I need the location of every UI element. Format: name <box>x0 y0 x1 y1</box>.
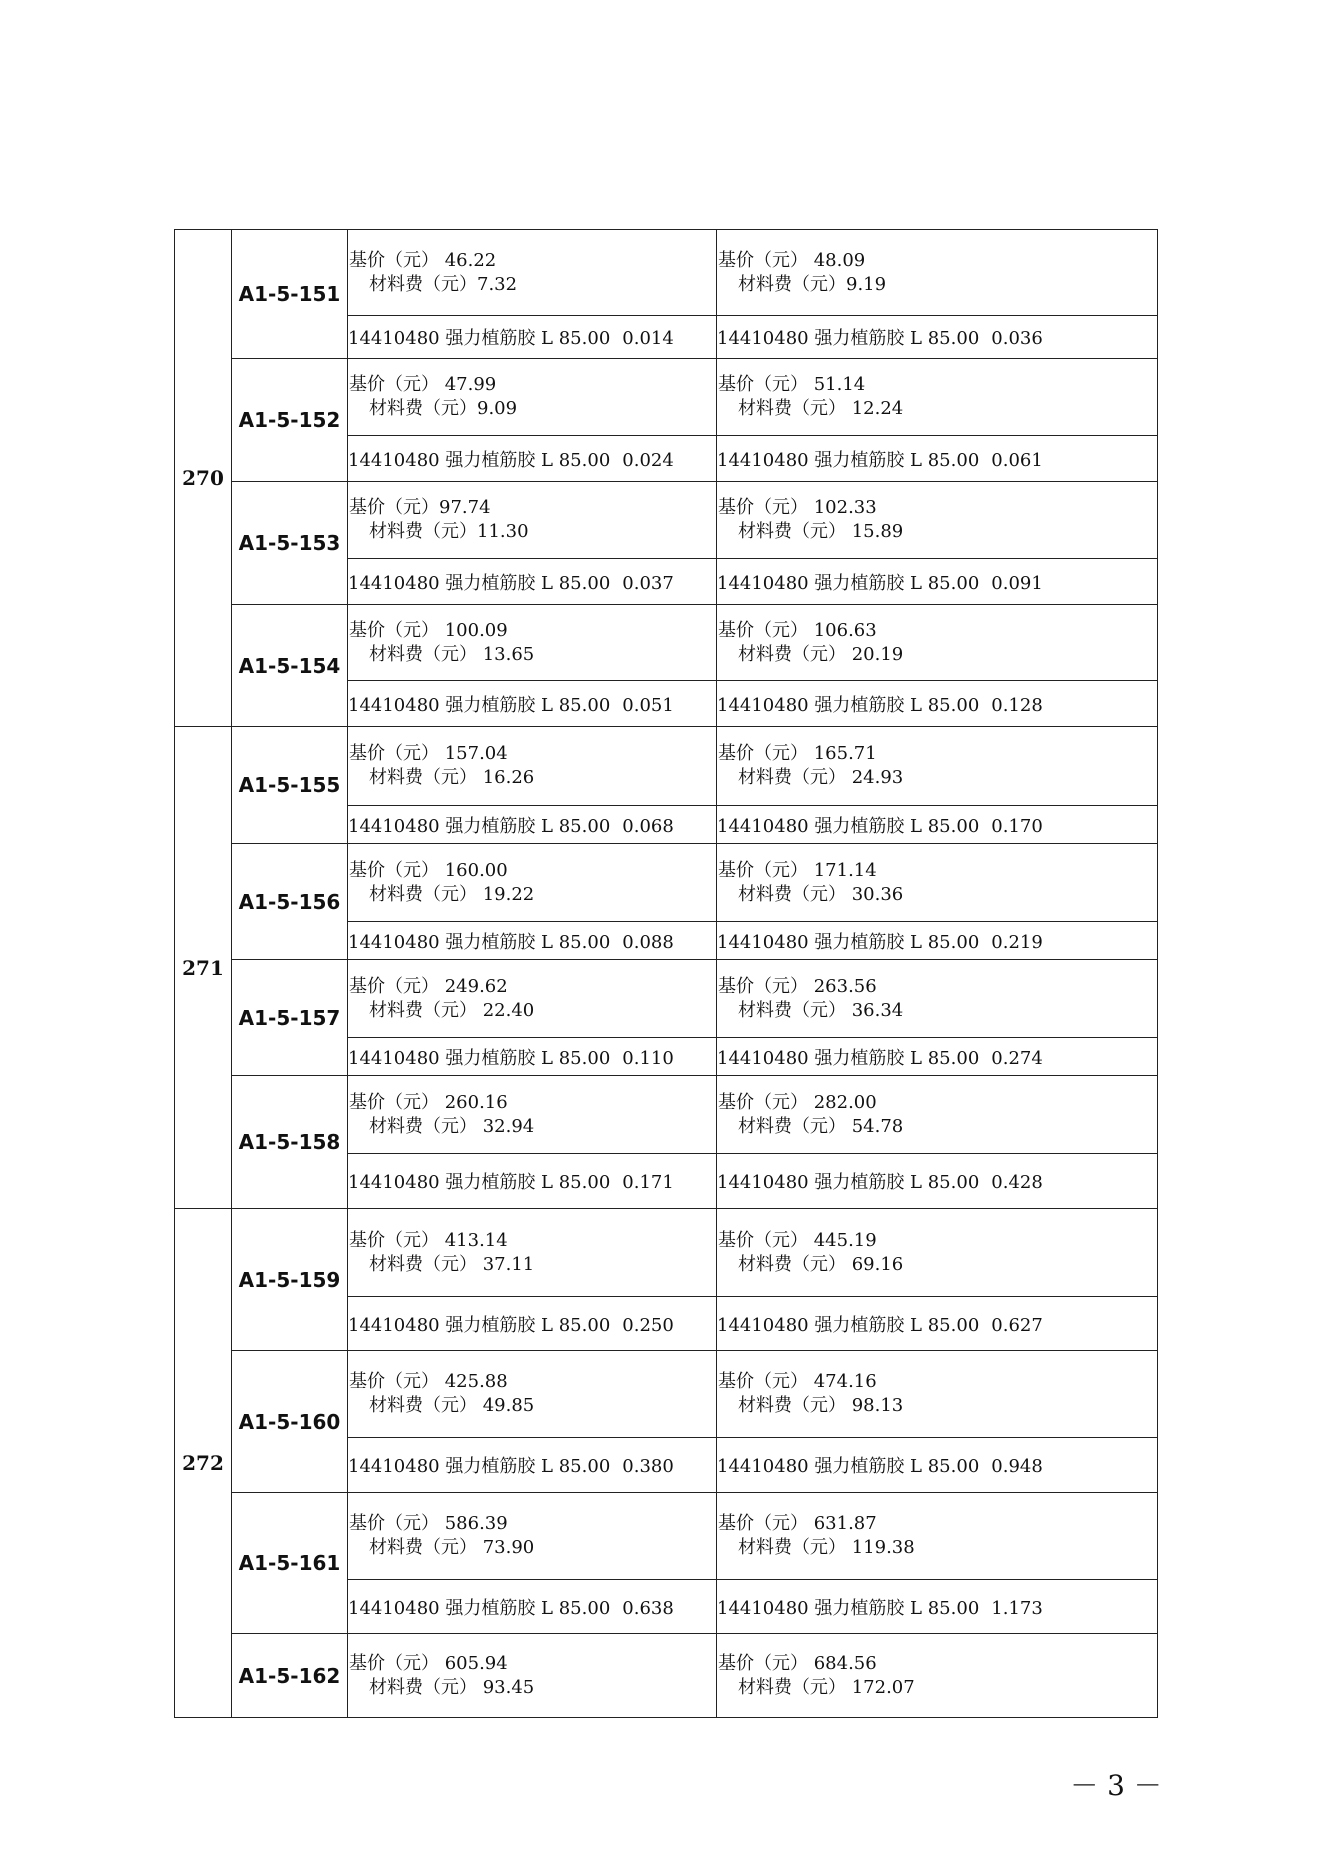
base-price: 基价（元） 445.19 <box>718 1229 877 1251</box>
material-spec: 14410480 强力植筋胶 L 85.00 <box>717 1456 980 1477</box>
right-material-cell <box>717 1438 1158 1493</box>
left-material-cell <box>348 806 717 844</box>
material-quantity: 0.948 <box>991 1456 1043 1477</box>
left-price-cell <box>348 482 717 559</box>
material-cost: 材料费（元）7.32 <box>369 273 518 295</box>
material-cost: 材料费（元） 119.38 <box>738 1537 915 1558</box>
base-price: 基价（元） 282.00 <box>718 1091 877 1113</box>
quota-code: A1-5-157 <box>232 960 348 1076</box>
material-spec: 14410480 强力植筋胶 L 85.00 <box>348 1047 611 1069</box>
right-price-cell <box>717 960 1158 1038</box>
quota-table <box>174 229 1158 1718</box>
material-cost: 材料费（元）9.09 <box>369 398 518 419</box>
right-material-cell <box>717 922 1158 960</box>
material-cost: 材料费（元） 98.13 <box>738 1395 904 1416</box>
material-cost: 材料费（元） 19.22 <box>369 883 535 905</box>
material-quantity: 1.173 <box>991 1597 1043 1619</box>
quota-code: A1-5-160 <box>232 1351 348 1493</box>
base-price: 基价（元） 51.14 <box>718 374 866 395</box>
base-price: 基价（元）97.74 <box>349 497 491 518</box>
right-material-cell <box>717 1038 1158 1076</box>
table-row <box>175 359 1158 436</box>
material-spec: 14410480 强力植筋胶 L 85.00 <box>348 815 611 837</box>
left-material-cell <box>348 1580 717 1634</box>
base-price: 基价（元） 106.63 <box>718 619 877 641</box>
material-spec: 14410480 强力植筋胶 L 85.00 <box>717 328 980 349</box>
material-quantity: 0.627 <box>991 1314 1043 1336</box>
table-row <box>175 1493 1158 1580</box>
material-cost: 材料费（元） 36.34 <box>738 999 904 1021</box>
sequence-number: 272 <box>175 1209 232 1718</box>
quota-code: A1-5-161 <box>232 1493 348 1634</box>
material-cost: 材料费（元） 15.89 <box>738 521 904 542</box>
quota-code: A1-5-156 <box>232 844 348 960</box>
base-price: 基价（元） 586.39 <box>349 1513 508 1534</box>
material-spec: 14410480 强力植筋胶 L 85.00 <box>717 1597 980 1619</box>
material-spec: 14410480 强力植筋胶 L 85.00 <box>348 1456 611 1477</box>
base-price: 基价（元） 631.87 <box>718 1513 877 1534</box>
material-cost: 材料费（元） 16.26 <box>369 767 535 788</box>
left-price-cell <box>348 230 717 316</box>
quota-code: A1-5-153 <box>232 482 348 605</box>
page-number: － 3 － <box>1070 1769 1162 1802</box>
right-price-cell <box>717 1209 1158 1297</box>
material-cost: 材料费（元） 37.11 <box>369 1253 535 1275</box>
material-spec: 14410480 强力植筋胶 L 85.00 <box>717 1172 980 1193</box>
material-cost: 材料费（元）11.30 <box>369 521 529 542</box>
base-price: 基价（元） 605.94 <box>349 1652 508 1674</box>
material-quantity: 0.051 <box>622 694 674 716</box>
right-price-cell <box>717 1493 1158 1580</box>
material-spec: 14410480 强力植筋胶 L 85.00 <box>717 449 980 471</box>
base-price: 基价（元） 260.16 <box>349 1091 508 1113</box>
material-quantity: 0.428 <box>991 1172 1043 1193</box>
right-material-cell <box>717 1580 1158 1634</box>
base-price: 基价（元） 157.04 <box>349 743 508 764</box>
left-price-cell <box>348 1209 717 1297</box>
material-quantity: 0.037 <box>622 572 674 594</box>
right-material-cell <box>717 806 1158 844</box>
material-spec: 14410480 强力植筋胶 L 85.00 <box>717 1047 980 1069</box>
table-row <box>175 1351 1158 1438</box>
left-material-cell <box>348 1154 717 1209</box>
material-cost: 材料费（元） 22.40 <box>369 999 535 1021</box>
left-material-cell <box>348 1038 717 1076</box>
right-price-cell <box>717 482 1158 559</box>
right-price-cell <box>717 1634 1158 1718</box>
material-spec: 14410480 强力植筋胶 L 85.00 <box>717 931 980 953</box>
right-price-cell <box>717 1076 1158 1154</box>
table-row <box>175 1209 1158 1297</box>
material-quantity: 0.036 <box>991 328 1043 349</box>
material-cost: 材料费（元） 54.78 <box>738 1115 904 1137</box>
left-material-cell <box>348 559 717 605</box>
left-price-cell <box>348 727 717 806</box>
base-price: 基价（元） 425.88 <box>349 1371 508 1392</box>
right-price-cell <box>717 1351 1158 1438</box>
material-cost: 材料费（元） 93.45 <box>369 1676 535 1698</box>
base-price: 基价（元） 48.09 <box>718 249 866 271</box>
quota-code: A1-5-155 <box>232 727 348 844</box>
table-row <box>175 727 1158 806</box>
material-spec: 14410480 强力植筋胶 L 85.00 <box>348 449 611 471</box>
material-quantity: 0.170 <box>991 815 1043 837</box>
material-cost: 材料费（元） 73.90 <box>369 1537 535 1558</box>
base-price: 基价（元） 160.00 <box>349 859 508 881</box>
material-cost: 材料费（元） 30.36 <box>738 883 904 905</box>
material-cost: 材料费（元） 69.16 <box>738 1253 904 1275</box>
right-price-cell <box>717 230 1158 316</box>
table-row <box>175 605 1158 681</box>
material-quantity: 0.110 <box>622 1047 674 1069</box>
base-price: 基价（元） 413.14 <box>349 1229 508 1251</box>
left-material-cell <box>348 681 717 727</box>
material-cost: 材料费（元） 20.19 <box>738 643 904 665</box>
material-cost: 材料费（元） 13.65 <box>369 643 535 665</box>
left-material-cell <box>348 922 717 960</box>
left-price-cell <box>348 844 717 922</box>
material-quantity: 0.171 <box>622 1172 674 1193</box>
left-material-cell <box>348 436 717 482</box>
table-row <box>175 230 1158 316</box>
material-spec: 14410480 强力植筋胶 L 85.00 <box>348 931 611 953</box>
table-row <box>175 1076 1158 1154</box>
quota-code: A1-5-158 <box>232 1076 348 1209</box>
material-spec: 14410480 强力植筋胶 L 85.00 <box>348 1597 611 1619</box>
table-row <box>175 960 1158 1038</box>
base-price: 基价（元） 165.71 <box>718 743 877 764</box>
quota-table-body <box>175 230 1158 1718</box>
sequence-number: 270 <box>175 230 232 727</box>
material-quantity: 0.024 <box>622 449 674 471</box>
material-spec: 14410480 强力植筋胶 L 85.00 <box>717 572 980 594</box>
material-cost: 材料费（元） 49.85 <box>369 1395 535 1416</box>
left-price-cell <box>348 359 717 436</box>
base-price: 基价（元） 100.09 <box>349 619 508 641</box>
left-price-cell <box>348 1493 717 1580</box>
material-spec: 14410480 强力植筋胶 L 85.00 <box>348 1172 611 1193</box>
base-price: 基价（元） 249.62 <box>349 975 508 997</box>
left-material-cell <box>348 316 717 359</box>
table-row <box>175 482 1158 559</box>
material-cost: 材料费（元）9.19 <box>738 273 887 295</box>
material-quantity: 0.061 <box>991 449 1043 471</box>
material-quantity: 0.274 <box>991 1047 1043 1069</box>
right-price-cell <box>717 359 1158 436</box>
left-material-cell <box>348 1297 717 1351</box>
right-material-cell <box>717 436 1158 482</box>
left-price-cell <box>348 1351 717 1438</box>
base-price: 基价（元） 684.56 <box>718 1652 877 1674</box>
material-spec: 14410480 强力植筋胶 L 85.00 <box>348 694 611 716</box>
quota-code: A1-5-162 <box>232 1634 348 1718</box>
left-price-cell <box>348 1634 717 1718</box>
quota-code: A1-5-151 <box>232 230 348 359</box>
left-price-cell <box>348 605 717 681</box>
base-price: 基价（元） 46.22 <box>349 249 497 271</box>
material-spec: 14410480 强力植筋胶 L 85.00 <box>717 1314 980 1336</box>
sequence-number: 271 <box>175 727 232 1209</box>
base-price: 基价（元） 474.16 <box>718 1371 877 1392</box>
base-price: 基价（元） 102.33 <box>718 497 877 518</box>
quota-code: A1-5-159 <box>232 1209 348 1351</box>
material-quantity: 0.250 <box>622 1314 674 1336</box>
base-price: 基价（元） 171.14 <box>718 859 877 881</box>
right-price-cell <box>717 844 1158 922</box>
left-price-cell <box>348 1076 717 1154</box>
quota-code: A1-5-152 <box>232 359 348 482</box>
right-material-cell <box>717 1297 1158 1351</box>
right-material-cell <box>717 681 1158 727</box>
table-row <box>175 1634 1158 1718</box>
material-quantity: 0.014 <box>622 328 674 349</box>
right-material-cell <box>717 1154 1158 1209</box>
material-cost: 材料费（元） 32.94 <box>369 1115 535 1137</box>
material-spec: 14410480 强力植筋胶 L 85.00 <box>348 328 611 349</box>
material-quantity: 0.088 <box>622 931 674 953</box>
quota-code: A1-5-154 <box>232 605 348 727</box>
material-quantity: 0.638 <box>622 1597 674 1619</box>
material-spec: 14410480 强力植筋胶 L 85.00 <box>717 815 980 837</box>
material-cost: 材料费（元） 172.07 <box>738 1676 915 1698</box>
material-quantity: 0.068 <box>622 815 674 837</box>
right-price-cell <box>717 727 1158 806</box>
material-quantity: 0.091 <box>991 572 1043 594</box>
material-quantity: 0.219 <box>991 931 1043 953</box>
right-material-cell <box>717 316 1158 359</box>
base-price: 基价（元） 47.99 <box>349 374 497 395</box>
material-quantity: 0.128 <box>991 694 1043 716</box>
material-spec: 14410480 强力植筋胶 L 85.00 <box>348 572 611 594</box>
left-price-cell <box>348 960 717 1038</box>
right-material-cell <box>717 559 1158 605</box>
material-cost: 材料费（元） 12.24 <box>738 398 904 419</box>
right-price-cell <box>717 605 1158 681</box>
base-price: 基价（元） 263.56 <box>718 975 877 997</box>
material-cost: 材料费（元） 24.93 <box>738 767 904 788</box>
table-row <box>175 844 1158 922</box>
left-material-cell <box>348 1438 717 1493</box>
material-spec: 14410480 强力植筋胶 L 85.00 <box>348 1314 611 1336</box>
material-spec: 14410480 强力植筋胶 L 85.00 <box>717 694 980 716</box>
material-quantity: 0.380 <box>622 1456 674 1477</box>
